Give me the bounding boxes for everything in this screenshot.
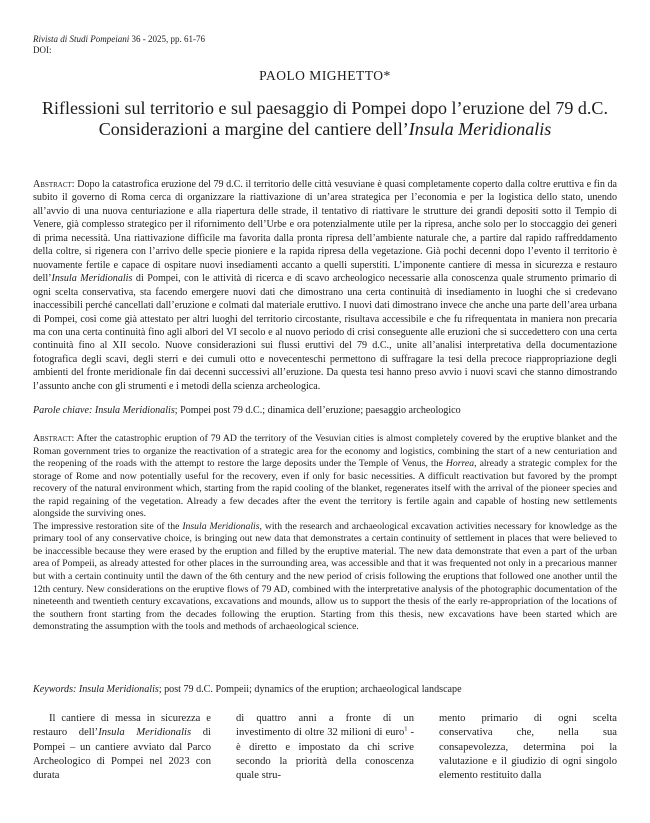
body-column-1 — [33, 712, 211, 783]
keywords-english-text: ; post 79 d.C. Pompeii; dynamics of the eruption; archaeological landscape — [158, 684, 462, 695]
abstract-english-italic-1: Horrea — [445, 458, 475, 470]
body-column-2-text-b: - è diretto e impostato da chi scrive secondo la priorità della conoscenza quale stru- — [236, 727, 414, 782]
body-column-2 — [236, 712, 414, 783]
keywords-english — [33, 683, 617, 696]
abstract-italian — [33, 178, 617, 393]
footnote-ref-1[interactable]: 1 — [404, 725, 408, 733]
abstract-italian-italic-1: Insula Meridionalis — [51, 273, 133, 285]
abstract-english-label: Abstract: — [33, 433, 75, 444]
body-column-1-text-b: di Pompei – un cantiere avviato dal Parco Archeologico di Pompei nel 2023 con durata — [33, 727, 211, 782]
abstract-english — [33, 433, 617, 634]
abstract-italian-text-a: Dopo la catastrofica eruzione del 79 d.C. il territorio delle città vesuviane è quasi completamente coperto dalla coltre eruttiva e fin da subito il governo di Roma cerca di organizzare la riattivazione di un’area strategica per l’economia e per la logistica dello stato, unendo all’avvio di una nuova centuriazione e alla riapertura delle strade, il tentativo di riattivare le strutture dei grandi depositi sotto il Tempio di Venere, già complesso strategico per il rifornimento dell’Urbe e ora potenzialmente utile per la ripresa, anche solo per lo stoccaggio dei generi di prima necessità. Una riattivazione difficile ma favorita dalla pronta ripresa dell’ambiente naturale che, a partire dal rapido raffreddamento della coltre, si rigenera con l’arrivo delle specie pioniere e la rapida ripresa della vegetazione. Già pochi decenni dopo l’evento il territorio è nuovamente fertile e capace di ospitare nuovi insediamenti accanto a quelli superstiti. L’imponente cantiere di messa in sicurezza e restauro dell’ — [33, 179, 617, 285]
journal-header — [33, 34, 205, 56]
body-column-1-italic: Insula Meridionalis — [98, 727, 192, 739]
author-name: PAOLO MIGHETTO* — [259, 68, 391, 83]
keywords-english-label: Keywords: — [33, 684, 77, 695]
keywords-italian-label: Parole chiave: — [33, 405, 93, 416]
body-column-1-text-a: Il cantiere di messa in sicurezza e restauro dell’ — [33, 713, 211, 739]
journal-name: Rivista di Studi Pompeiani — [33, 34, 130, 44]
journal-doi: DOI: — [33, 45, 52, 55]
abstract-english-text-c: The impressive restoration site of the — [33, 520, 183, 532]
keywords-italian — [33, 404, 617, 417]
body-column-2-text-a: di quattro anni a fronte di un investimento di oltre 32 milioni di euro — [236, 713, 414, 739]
abstract-english-text-d: , with the research and archaeological excavation activities necessary for knowledge as the primary tool of any conservative choice, is bringing out new data that demonstrates a certain continuity of settlement in places that were believed to be inaccessible because they were erased by the eruption and filled by the eruptive material. The new data demonstrate that even a part of the urban area of Pompeii, as already attested for other places in the surrounding area, was accessible and that it was frequented not only in a precarious manner but with a certain continuity until the dawn of the 6th century and the new period of crisis following the eruptions that followed one another until the 12th century. New considerations on the eruptive flows of 79 AD, combined with the interpretative analysis of the photographic documentation of the nineteenth and twentieth century excavations, excavations and mounds, allow us to support the thesis of the early re-appropriation of the locations of the southern front starting from the decades following the eruption. Starting from this thesis, new excavations have been started which are demonstrating the assumption with the tools and methods of archaeological science. — [33, 520, 617, 633]
abstract-english-text-a: After the catastrophic eruption of 79 AD the territory of the Vesuvian cities is almost completely covered by the eruptive blanket and the Roman government tries to organize the reactivation of a strategic area for the economy and logistics, combining the start of a new centuriation and the reopening of the roads with the attempt to restore the large deposits under the Temple of Venus, the — [33, 433, 617, 470]
title-line-1: Riflessioni sul territorio e sul paesaggio di Pompei dopo l’eruzione del 79 d.C. — [42, 98, 608, 118]
abstract-italian-label: Abstract: — [33, 179, 75, 190]
keywords-italian-text: ; Pompei post 79 d.C.; dinamica dell’eruzione; paesaggio archeologico — [174, 405, 461, 416]
keywords-italian-italic: Insula Meridionalis — [92, 405, 175, 416]
body-column-3: mento primario di ogni scelta conservativa che, nella sua consapevolezza, determina poi la valutazione e il giudizio di ogni singolo elemento restituito dalla — [439, 713, 617, 782]
journal-issue: 36 - 2025, pp. 61-76 — [129, 34, 205, 44]
article-title — [40, 98, 610, 140]
keywords-english-italic: Insula Meridionalis — [76, 684, 159, 695]
title-line-2-italic: Insula Meridionalis — [408, 119, 552, 139]
abstract-italian-text-b: di Pompei, con le attività di ricerca e di scavo archeologico necessarie alla conoscenza quale strumento primario di ogni scelta conservativa, sta facendo emergere nuovi dati che dimostrano una certa continuità di insediamento in luoghi che si credevano inaccessibili perché cancellati dall’eruzione e colmati dal materiale eruttivo. I nuovi dati dimostrano invece che anche una parte dell’area urbana di Pompei, così come già attestato per altri luoghi del territorio circostante, risultava accessibile e che fu rifrequentata in maniera non precaria ma con una certa continuità fino agli albori del VI secolo e al nuovo periodo di crisi conseguente alle eruzioni che si succedettero con una certa continuità fino al XII secolo. Nuove considerazioni sui flussi eruttivi del 79 d.C., unite all’analisi interpretativa della documentazione fotografica degli scavi, degli sterri e dei cumuli otto e novecenteschi permettono di suffragare la tesi della precoce riappropriazione degli ambienti del fronte meridionale fin dai decenni successivi all’eruzione. Da questa tesi hanno preso avvio i nuovi scavi che stanno dimostrando l’assunto anche con gli strumenti e i metodi della scienza archeologica. — [33, 273, 617, 392]
abstract-english-text-b: , already a strategic complex for the storage of Rome and now potentially useful for the recovery, even if only for basic necessities. A difficult reactivation but favored by the prompt recovery of the natural environment which, starting from the rapid cooling of the blanket, regenerates itself with the arrival of the pioneer species and the rapid regaining of the vegetation. Already a few decades after the event the territory is fertile again and capable of hosting new settlements alongside the surviving ones. — [33, 458, 617, 520]
abstract-english-italic-2: Insula Meridionalis — [182, 520, 260, 532]
title-line-2-text: Considerazioni a margine del cantiere dell’ — [98, 119, 409, 139]
title-line-2 — [40, 119, 610, 140]
